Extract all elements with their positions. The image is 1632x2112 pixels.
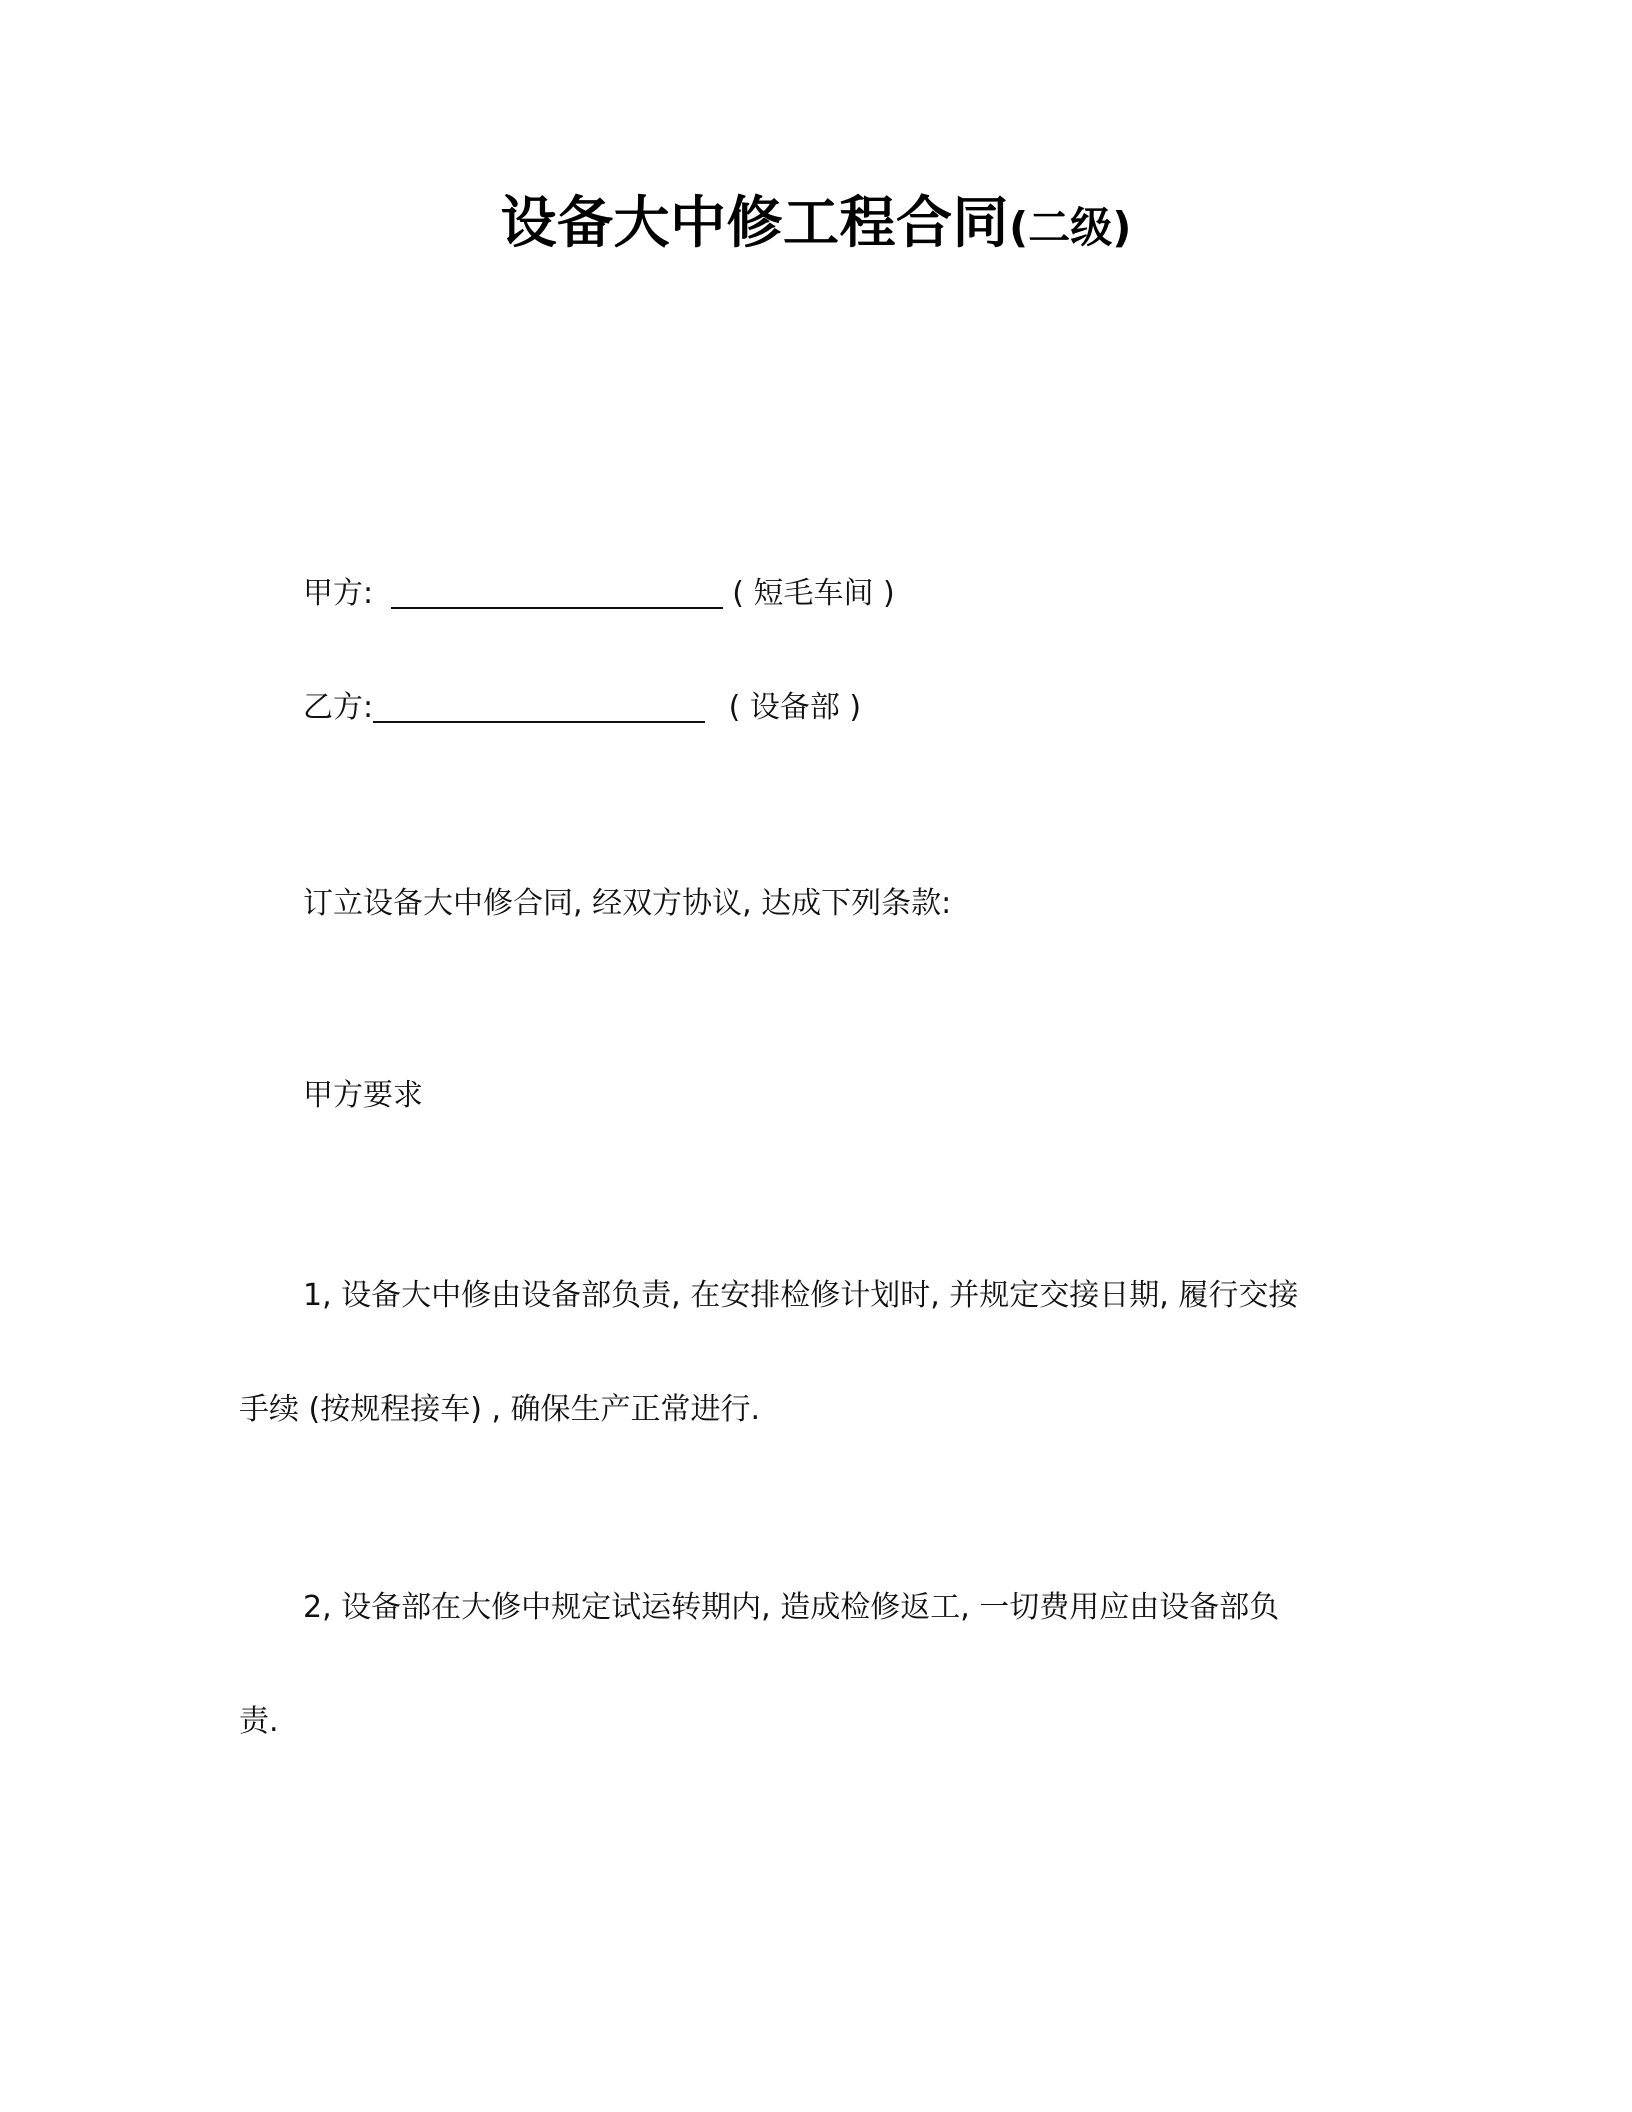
document-title bbox=[0, 191, 1632, 256]
party-a-blank bbox=[391, 577, 723, 609]
clause-2-line-2: 责. bbox=[239, 1704, 279, 1739]
party-a-label: 甲方: bbox=[303, 576, 374, 611]
section-heading: 甲方要求 bbox=[303, 1078, 423, 1113]
party-b-line bbox=[303, 688, 861, 728]
clause-1-line-1: 1, 设备大中修由设备部负责, 在安排检修计划时, 并规定交接日期, 履行交接 bbox=[303, 1278, 1299, 1313]
party-a-name: ( 短毛车间 ) bbox=[732, 576, 895, 611]
party-a-line bbox=[303, 574, 895, 614]
document-title-main: 设备大中修工程合同 bbox=[500, 191, 1010, 256]
party-b-name: ( 设备部 ) bbox=[728, 690, 862, 725]
document-title-suffix: (二级) bbox=[1009, 203, 1132, 252]
party-b-blank bbox=[373, 691, 705, 723]
clause-1-line-2: 手续 (按规程接车) , 确保生产正常进行. bbox=[239, 1392, 761, 1427]
clause-2-line-1: 2, 设备部在大修中规定试运转期内, 造成检修返工, 一切费用应由设备部负 bbox=[303, 1590, 1280, 1625]
intro-text: 订立设备大中修合同, 经双方协议, 达成下列条款: bbox=[303, 886, 952, 921]
party-b-label: 乙方: bbox=[303, 690, 374, 725]
